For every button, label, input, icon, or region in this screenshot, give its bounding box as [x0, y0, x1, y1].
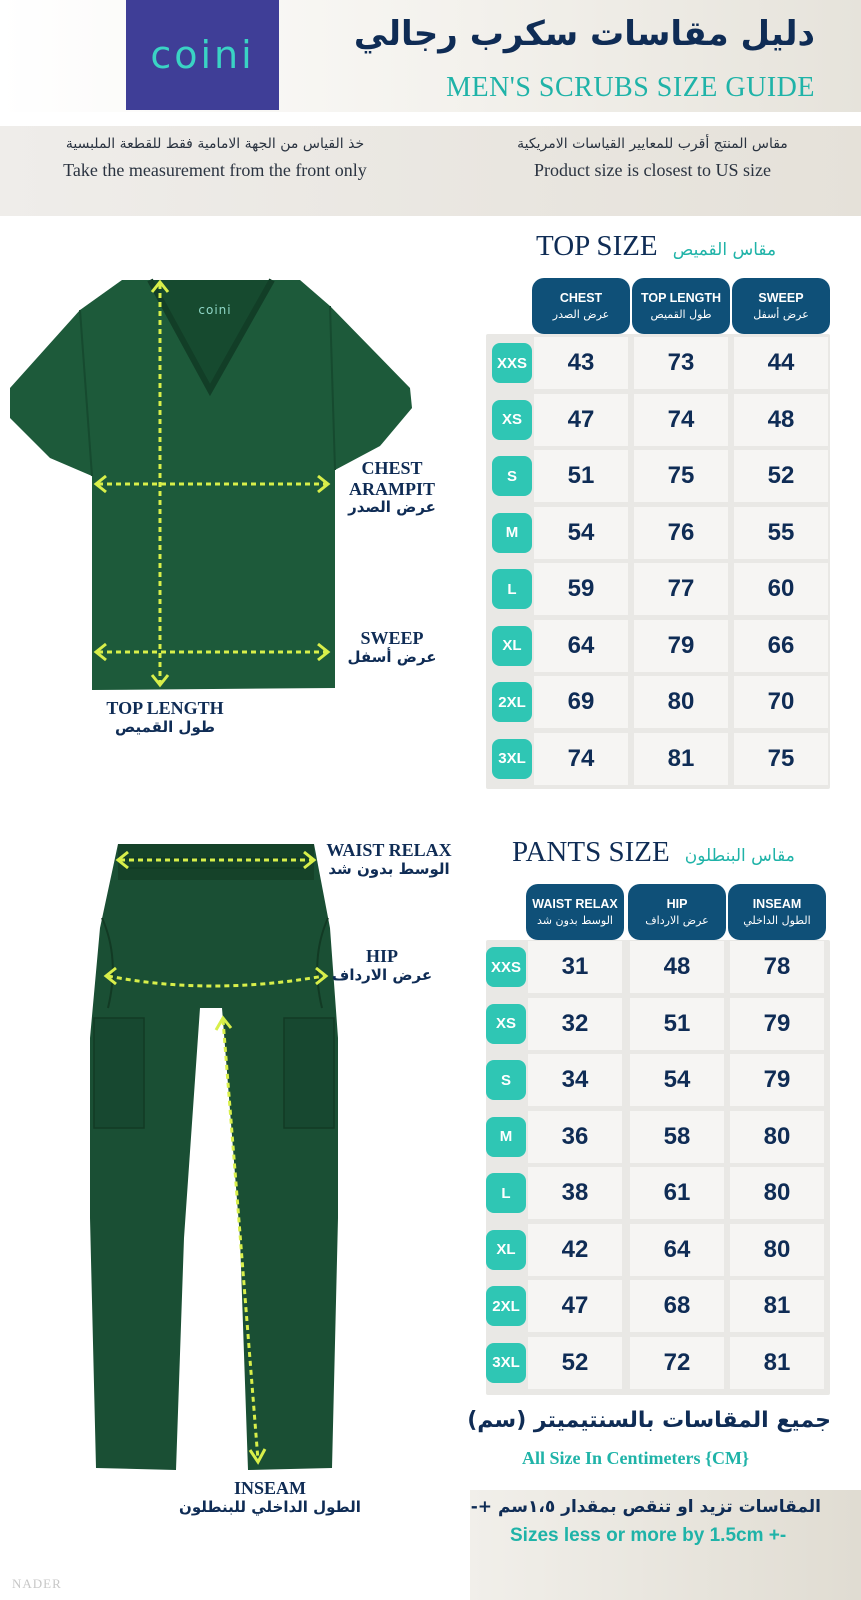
pants-table-cell: 80: [730, 1224, 824, 1276]
chest-label-en: CHEST: [361, 458, 423, 478]
pants-table-cell: 78: [730, 941, 824, 993]
top-table-cell: 74: [634, 394, 728, 446]
cargo-pocket-right: [284, 1018, 334, 1128]
top-table-cell: 75: [734, 733, 828, 785]
sweep-label-en: SWEEP: [360, 628, 424, 648]
top-size-badge: M: [492, 513, 532, 553]
shirt-logo: coini: [198, 303, 232, 317]
pants-table-cell: 54: [630, 1054, 724, 1106]
top-table-cell: 81: [634, 733, 728, 785]
pants-table-cell: 38: [528, 1167, 622, 1219]
waist-label: [314, 840, 464, 878]
pants-table-cell: 81: [730, 1280, 824, 1332]
top-size-title-en: TOP SIZE: [536, 230, 658, 262]
note-front-measure: [30, 136, 400, 181]
top-size-badge: L: [492, 569, 532, 609]
top-length-label-ar: طول القميص: [115, 717, 215, 736]
notes-band: [0, 126, 861, 216]
all-sizes-note-ar: جميع المقاسات بالسنتيميتر (سم): [467, 1408, 831, 1433]
pants-size-title-en: PANTS SIZE: [512, 836, 670, 868]
tolerance-note-en: Sizes less or more by 1.5cm +-: [510, 1525, 787, 1546]
top-table-cell: 51: [534, 450, 628, 502]
pants-table-cell: 51: [630, 998, 724, 1050]
pants-table-cell: 42: [528, 1224, 622, 1276]
all-sizes-note-en: All Size In Centimeters {CM}: [522, 1448, 750, 1468]
top-length-label-en: TOP LENGTH: [106, 698, 224, 718]
inseam-label-en: INSEAM: [233, 1478, 306, 1498]
pants-column-header-ar: الوسط بدون شد: [537, 914, 613, 927]
hip-label-en: HIP: [365, 946, 398, 966]
top-column-header-ar: عرض الصدر: [552, 308, 610, 321]
top-size-badge: S: [492, 456, 532, 496]
top-column-header-en: TOP LENGTH: [640, 291, 722, 305]
pants-size-badge: XXS: [486, 947, 526, 987]
pants-table-cell: 61: [630, 1167, 724, 1219]
top-column-header-ar: عرض أسفل: [753, 308, 809, 321]
pants-column-header-ar: الطول الداخلي: [743, 914, 811, 927]
brand-logo: [126, 0, 279, 110]
top-table-cell: 73: [634, 337, 728, 389]
pants-size-badge: 2XL: [486, 1286, 526, 1326]
pants-table-cell: 72: [630, 1337, 724, 1389]
top-table-cell: 44: [734, 337, 828, 389]
top-size-badge: 3XL: [492, 739, 532, 779]
top-table-cell: 80: [634, 676, 728, 728]
pants-body: [90, 844, 338, 1470]
top-table-cell: 66: [734, 620, 828, 672]
sweep-label: [336, 628, 448, 666]
top-size-badge: 2XL: [492, 682, 532, 722]
pants-column-header: [526, 884, 624, 940]
scrub-pants-illustration: [80, 838, 350, 1488]
header: [0, 0, 861, 112]
page-title: MEN'S SCRUBS SIZE GUIDE: [446, 72, 815, 103]
pants-table-cell: 80: [730, 1167, 824, 1219]
logo-text: coini: [150, 33, 255, 77]
pants-column-header-en: WAIST RELAX: [532, 897, 618, 911]
note-us-size-en: Product size is closest to US size: [534, 160, 771, 180]
top-table-cell: 48: [734, 394, 828, 446]
pants-table-cell: 34: [528, 1054, 622, 1106]
inseam-label-ar: الطول الداخلي للبنطلون: [179, 1497, 361, 1516]
pants-table-cell: 79: [730, 998, 824, 1050]
pants-waistband: [118, 844, 314, 880]
top-size-title-ar: مقاس القميص: [672, 240, 777, 260]
pants-size-badge: S: [486, 1060, 526, 1100]
top-table-cell: 74: [534, 733, 628, 785]
pants-column-header-en: INSEAM: [752, 897, 802, 911]
top-table-cell: 77: [634, 563, 728, 615]
pants-column-header-ar: عرض الارداف: [645, 914, 709, 927]
waist-label-en: WAIST RELAX: [326, 840, 452, 860]
hip-label-ar: عرض الارداف: [331, 965, 433, 984]
pants-table-cell: 80: [730, 1111, 824, 1163]
sweep-label-ar: عرض أسفل: [347, 647, 437, 666]
pants-table-cell: 31: [528, 941, 622, 993]
inseam-label: [160, 1478, 380, 1516]
note-front-measure-en: Take the measurement from the front only: [63, 160, 367, 180]
signature-watermark: NADER: [12, 1576, 62, 1591]
cargo-pocket-left: [94, 1018, 144, 1128]
pants-table-cell: 47: [528, 1280, 622, 1332]
pants-table-cell: 58: [630, 1111, 724, 1163]
chest-label: [336, 458, 448, 517]
page-title-arabic: دليل مقاسات سكرب رجالي: [353, 14, 815, 54]
top-table-cell: 59: [534, 563, 628, 615]
pants-size-badge: XL: [486, 1230, 526, 1270]
top-table-cell: 64: [534, 620, 628, 672]
top-table-cell: 70: [734, 676, 828, 728]
top-table-cell: 43: [534, 337, 628, 389]
top-size-title: [536, 230, 776, 263]
top-length-label: [80, 698, 250, 736]
top-table-cell: 79: [634, 620, 728, 672]
top-column-header-ar: طول القميص: [650, 308, 712, 321]
pants-size-title: [512, 836, 795, 869]
pants-size-badge: 3XL: [486, 1343, 526, 1383]
armpit-label-en: ARAMPIT: [349, 478, 435, 499]
top-size-badge: XL: [492, 626, 532, 666]
pants-table-cell: 48: [630, 941, 724, 993]
top-table-cell: 69: [534, 676, 628, 728]
note-us-size-ar: مقاس المنتج أقرب للمعايير القياسات الامريكية: [517, 136, 788, 152]
pants-column-header: [628, 884, 726, 940]
pants-table-cell: 64: [630, 1224, 724, 1276]
pants-table-cell: 81: [730, 1337, 824, 1389]
top-table-cell: 54: [534, 507, 628, 559]
pants-column-header: [728, 884, 826, 940]
top-column-header: [632, 278, 730, 334]
pants-table-cell: 52: [528, 1337, 622, 1389]
pants-size-title-ar: مقاس البنطلون: [684, 846, 795, 866]
pants-size-badge: M: [486, 1117, 526, 1157]
pants-table-cell: 79: [730, 1054, 824, 1106]
top-table-cell: 47: [534, 394, 628, 446]
note-front-measure-ar: خذ القياس من الجهة الامامية فقط للقطعة الملبسية: [65, 136, 365, 152]
top-column-header: [532, 278, 630, 334]
pants-column-header-en: HIP: [666, 897, 688, 911]
top-size-badge: XS: [492, 400, 532, 440]
pants-size-badge: XS: [486, 1004, 526, 1044]
chest-label-ar: عرض الصدر: [348, 498, 436, 517]
top-column-header-en: SWEEP: [758, 291, 804, 305]
hip-label: [322, 946, 442, 984]
waist-label-ar: الوسط بدون شد: [328, 859, 450, 878]
tolerance-note-ar: المقاسات تزيد او تنقص بمقدار ١،٥سم +-: [470, 1497, 821, 1517]
top-table-cell: 55: [734, 507, 828, 559]
top-table-cell: 60: [734, 563, 828, 615]
top-table-cell: 76: [634, 507, 728, 559]
top-size-badge: XXS: [492, 343, 532, 383]
top-table-cell: 75: [634, 450, 728, 502]
top-table-cell: 52: [734, 450, 828, 502]
top-column-header: [732, 278, 830, 334]
pants-size-badge: L: [486, 1173, 526, 1213]
note-us-size: [470, 136, 835, 181]
pants-table-cell: 32: [528, 998, 622, 1050]
pants-table-cell: 36: [528, 1111, 622, 1163]
pants-table-cell: 68: [630, 1280, 724, 1332]
top-column-header-en: CHEST: [559, 291, 603, 305]
